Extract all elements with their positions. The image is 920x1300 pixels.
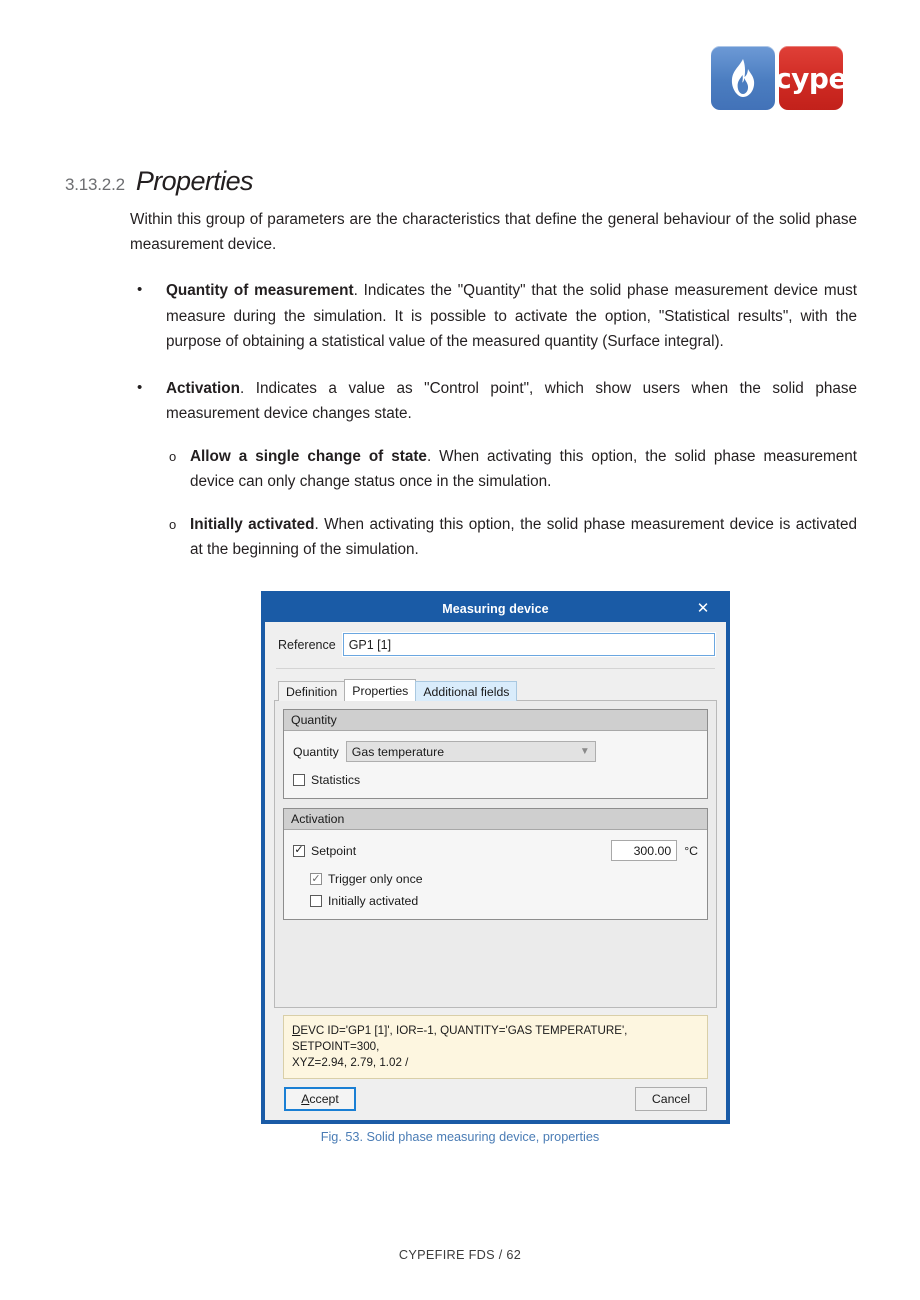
close-icon[interactable]: ✕: [696, 600, 710, 617]
list-item: [166, 444, 857, 495]
bullet-text: . Indicates the "Quantity" that the solid phase measurement device must measure during the simulation. It is possible to activate the option, "Statistical results", with the purpose of obtaining a statistical value of the measured quantity (Surface integral).: [166, 282, 858, 350]
sub-bullet-list: [166, 444, 857, 563]
cype-wordmark-text: cype: [775, 61, 847, 95]
figure-caption: Fig. 53. Solid phase measuring device, properties: [320, 1130, 600, 1144]
reference-label: Reference: [278, 637, 336, 652]
setpoint-label: Setpoint: [311, 843, 357, 858]
dialog-titlebar: [265, 595, 726, 622]
tab-label: Additional fields: [423, 684, 510, 699]
page-title: Properties: [135, 166, 253, 196]
bullet-list: [130, 278, 857, 563]
subbullet-text: . When activating this option, the solid phase measurement device is activated at the beginning of the simulation.: [190, 515, 857, 558]
dialog-body: [265, 622, 726, 1120]
statistics-checkbox-row[interactable]: [293, 773, 698, 787]
tab-bar: [274, 679, 717, 701]
setpoint-input[interactable]: [611, 840, 677, 861]
reference-value: GP1 [1]: [348, 637, 392, 652]
initially-activated-label: Initially activated: [328, 894, 419, 908]
setpoint-unit: °C: [684, 843, 698, 858]
cancel-label: Cancel: [651, 1092, 691, 1106]
subbullet-term: Initially activated: [190, 515, 315, 533]
document-content: [130, 207, 857, 563]
cypefire-flame-logo: [711, 46, 775, 110]
quantity-field-row: [293, 741, 698, 762]
properties-tab-panel: [274, 700, 717, 1008]
setpoint-row: [293, 840, 698, 861]
fds-code-preview: [283, 1015, 708, 1079]
bullet-term: Quantity of measurement: [166, 282, 354, 299]
code-accelerator: D: [292, 1024, 301, 1037]
quantity-label: Quantity: [293, 744, 339, 759]
cancel-button[interactable]: [635, 1087, 707, 1111]
initially-activated-row[interactable]: [310, 894, 698, 908]
accept-label: ccept: [309, 1092, 339, 1106]
initially-activated-checkbox[interactable]: [310, 895, 322, 907]
quantity-group: [283, 709, 708, 799]
dialog-button-row: [274, 1079, 717, 1120]
tab-label: Definition: [286, 684, 338, 699]
divider: [276, 668, 715, 669]
tab-label: Properties: [352, 683, 409, 698]
tab-additional-fields[interactable]: [415, 681, 517, 701]
page-heading: [65, 166, 253, 197]
reference-input[interactable]: [343, 633, 715, 656]
code-line-2: XYZ=2.94, 2.79, 1.02 /: [292, 1056, 409, 1069]
activation-group-body: [284, 830, 707, 919]
quantity-group-title: Quantity: [284, 710, 707, 731]
statistics-checkbox[interactable]: [293, 774, 305, 786]
intro-paragraph: Within this group of parameters are the characteristics that define the general behaviour of the solid phase measurement device.: [130, 211, 857, 253]
accept-accelerator: A: [301, 1092, 310, 1106]
statistics-label: Statistics: [311, 773, 361, 787]
figure-image: [261, 591, 730, 1124]
heading-number: 3.13.2.2: [65, 175, 125, 194]
trigger-only-once-checkbox[interactable]: ✓: [311, 872, 321, 885]
brand-logo: [711, 46, 847, 110]
activation-group-title: Activation: [284, 809, 707, 830]
quantity-selected-value: Gas temperature: [351, 744, 445, 759]
bullet-text: . Indicates a value as "Control point", which show users when the solid phase measurement device changes state.: [166, 379, 857, 422]
subbullet-term: Allow a single change of state: [190, 447, 427, 465]
page-footer: CYPEFIRE FDS / 62: [398, 1248, 522, 1262]
quantity-group-body: [284, 731, 707, 798]
tab-definition[interactable]: [278, 681, 345, 701]
bullet-term: Activation: [166, 379, 240, 397]
code-line-1: EVC ID='GP1 [1]', IOR=-1, QUANTITY='GAS TEMPERATURE', SETPOINT=300,: [292, 1024, 628, 1053]
trigger-only-once-row[interactable]: [310, 872, 698, 886]
setpoint-value: 300.00: [633, 843, 672, 858]
tab-properties[interactable]: [344, 679, 416, 701]
flame-icon: [726, 58, 760, 98]
subbullet-text: . When activating this option, the solid phase measurement device can only change status once in the simulation.: [190, 447, 857, 490]
quantity-select[interactable]: [346, 741, 596, 762]
accept-button[interactable]: [284, 1087, 356, 1111]
trigger-only-once-label: Trigger only once: [328, 872, 423, 886]
measuring-device-dialog: [261, 591, 730, 1124]
list-item: [130, 278, 857, 355]
setpoint-checkbox[interactable]: ✓: [294, 844, 304, 856]
dialog-title: Measuring device: [442, 601, 549, 616]
list-item: [166, 512, 857, 563]
activation-group: [283, 808, 708, 920]
chevron-down-icon: ▼: [579, 746, 590, 757]
cype-wordmark-logo: [775, 46, 847, 110]
reference-row: [274, 631, 717, 656]
list-item: [130, 376, 857, 563]
